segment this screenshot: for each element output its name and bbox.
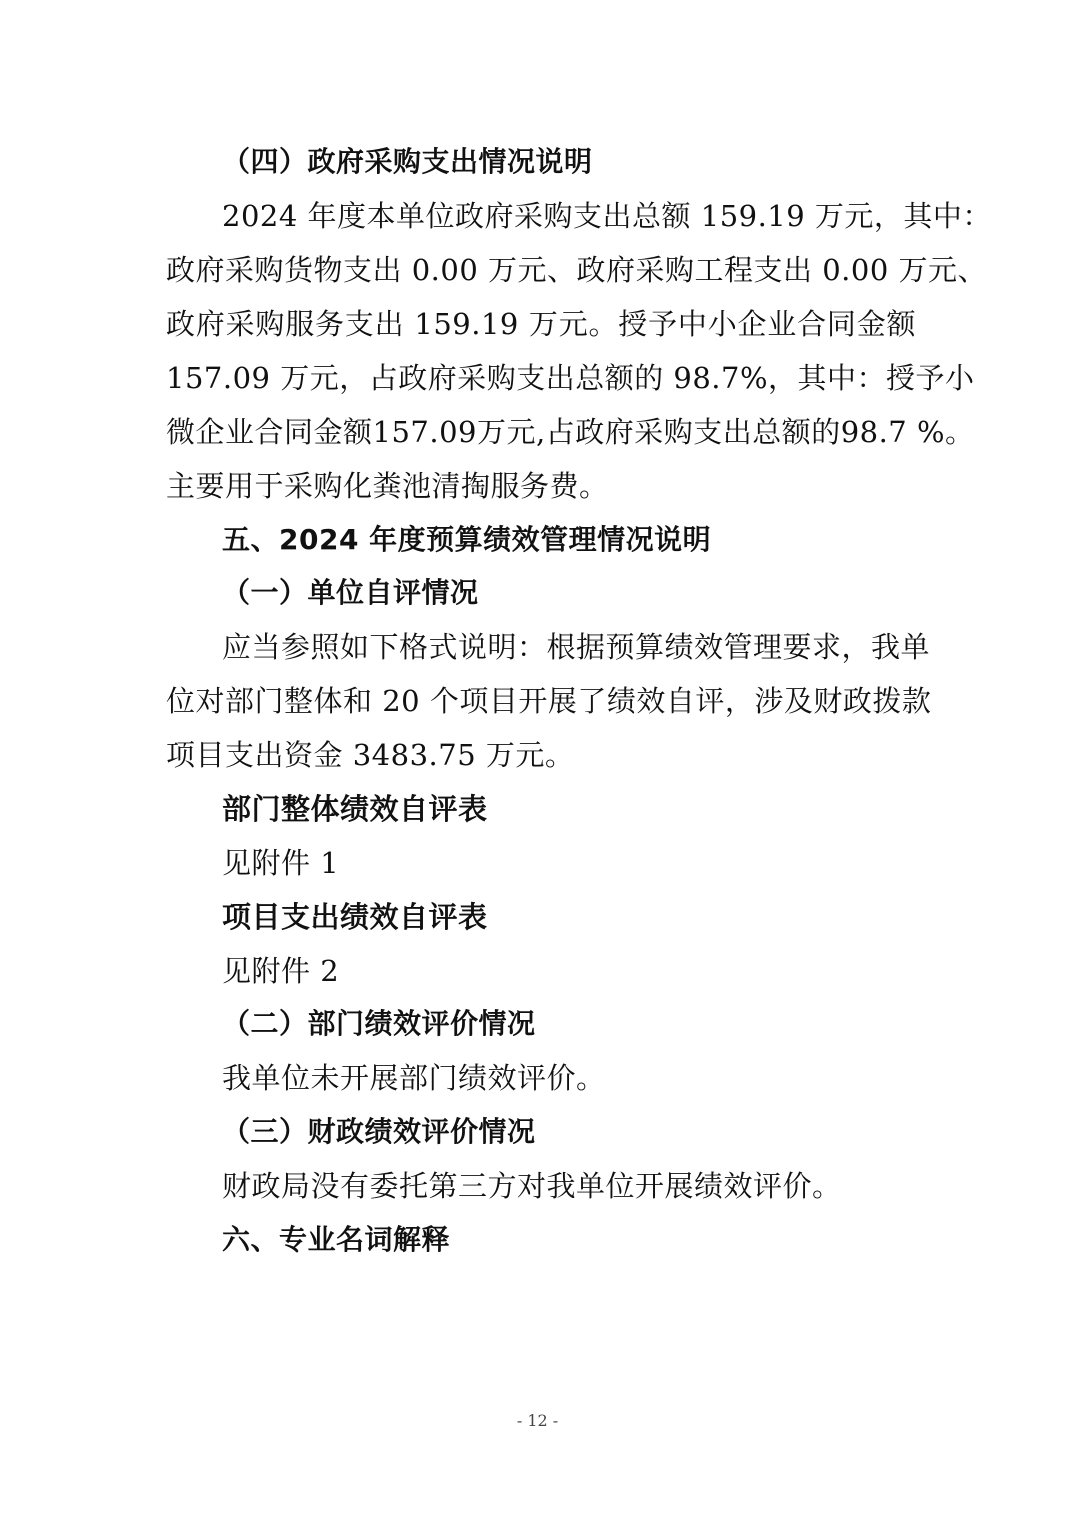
subsection-heading-dept-evaluation: （二）部门绩效评价情况 <box>222 1007 536 1040</box>
dept-table-attachment-ref: 见附件 1 <box>222 846 340 880</box>
paragraph-line: 政府采购服务支出 159.19 万元。授予中小企业合同金额 <box>166 307 916 341</box>
paragraph-line: 157.09 万元，占政府采购支出总额的 98.7%，其中：授予小 <box>166 361 975 395</box>
paragraph-line: 政府采购货物支出 0.00 万元、政府采购工程支出 0.00 万元、 <box>166 253 988 287</box>
section-heading-glossary: 六、专业名词解释 <box>222 1223 451 1256</box>
project-table-attachment-ref: 见附件 2 <box>222 954 340 988</box>
section-heading-performance-management: 五、2024 年度预算绩效管理情况说明 <box>222 523 712 556</box>
paragraph-line: 我单位未开展部门绩效评价。 <box>222 1061 606 1095</box>
paragraph-line: 应当参照如下格式说明：根据预算绩效管理要求，我单 <box>222 630 931 664</box>
project-table-title: 项目支出绩效自评表 <box>222 900 488 934</box>
subsection-heading-finance-evaluation: （三）财政绩效评价情况 <box>222 1115 536 1148</box>
page-number: - 12 - <box>516 1411 559 1430</box>
paragraph-line: 2024 年度本单位政府采购支出总额 159.19 万元，其中： <box>222 199 992 233</box>
section-heading-government-procurement: （四）政府采购支出情况说明 <box>222 145 593 178</box>
paragraph-line: 位对部门整体和 20 个项目开展了绩效自评，涉及财政拨款 <box>166 684 932 718</box>
dept-table-title: 部门整体绩效自评表 <box>222 792 488 826</box>
paragraph-line: 微企业合同金额157.09万元,占政府采购支出总额的98.7 %。 <box>166 415 975 449</box>
paragraph-line: 项目支出资金 3483.75 万元。 <box>166 738 575 772</box>
subsection-heading-self-evaluation: （一）单位自评情况 <box>222 576 479 609</box>
paragraph-line: 财政局没有委托第三方对我单位开展绩效评价。 <box>222 1169 842 1203</box>
paragraph-line: 主要用于采购化粪池清掏服务费。 <box>166 469 609 503</box>
